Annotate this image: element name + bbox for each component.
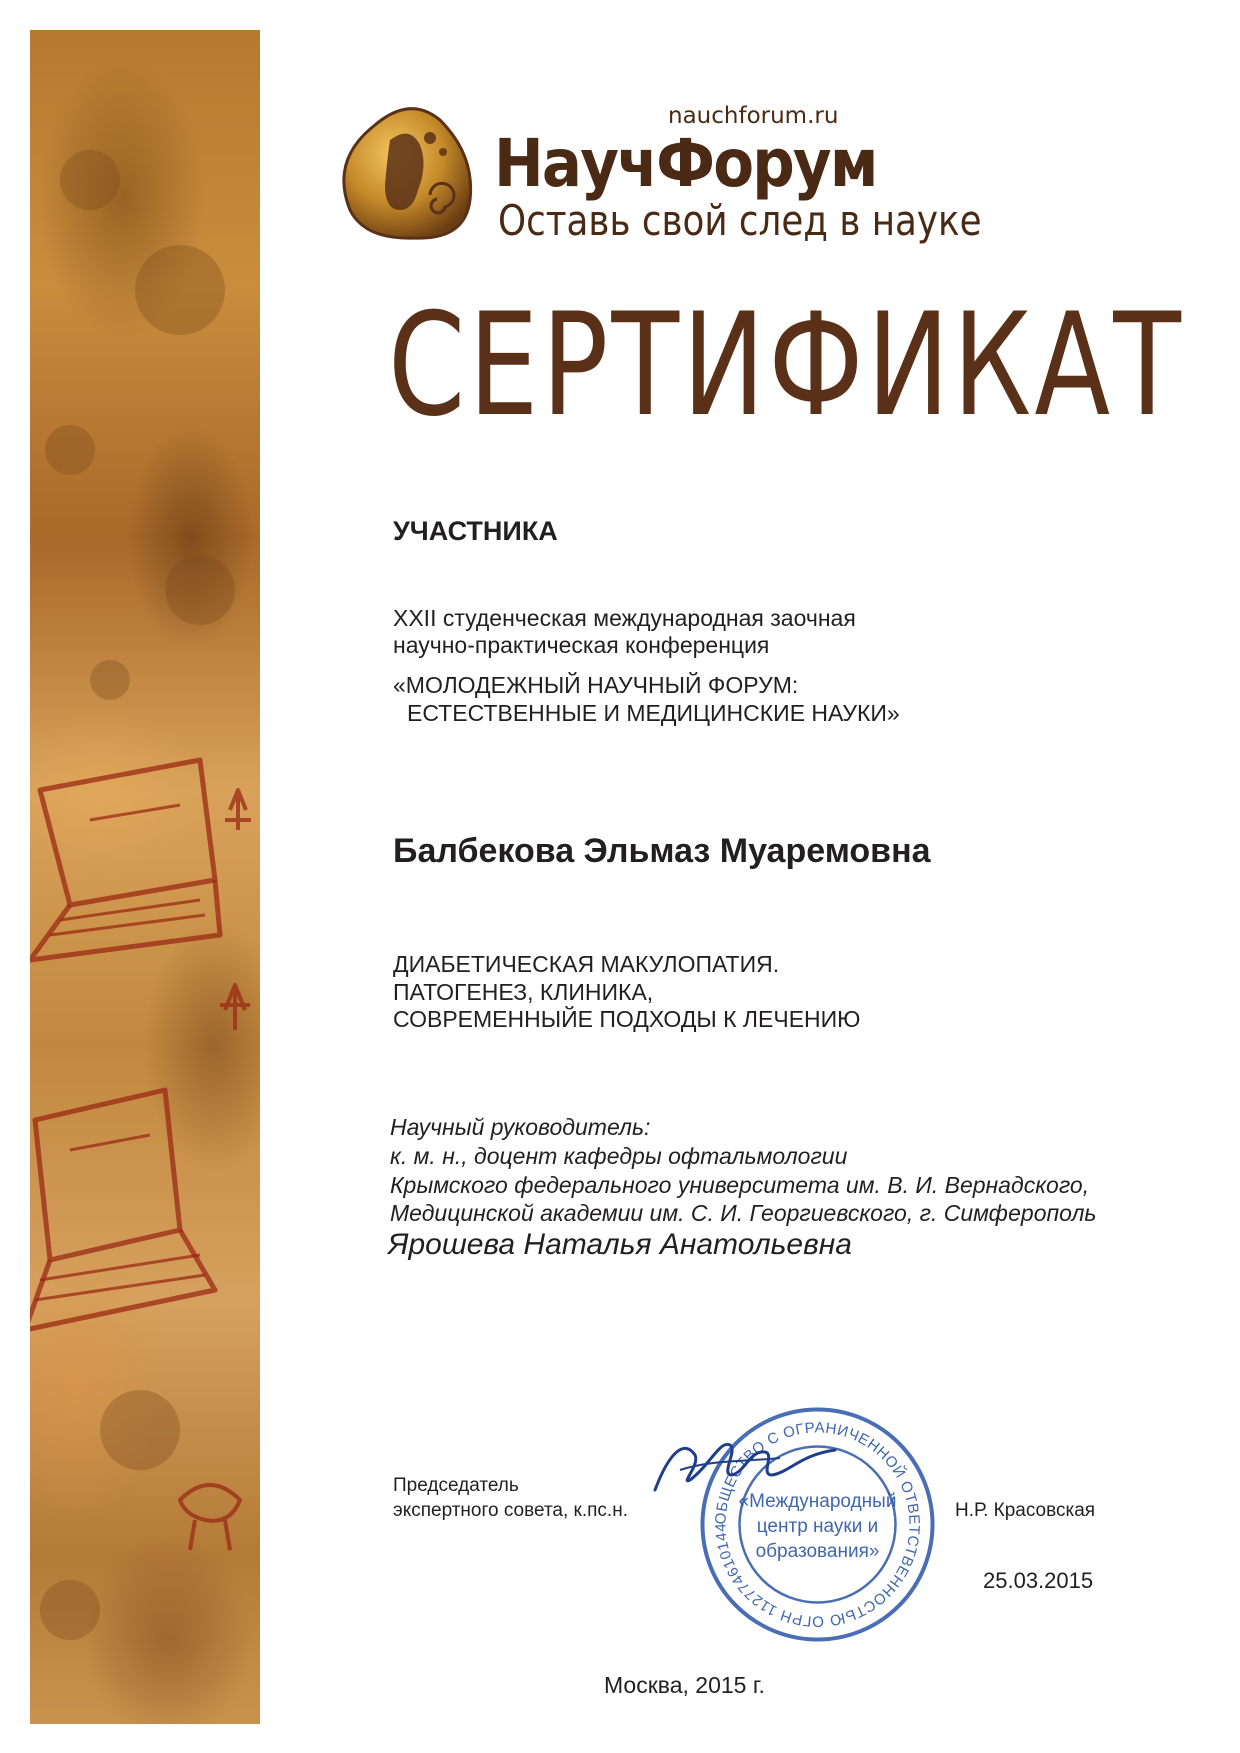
rock-painting-art <box>30 30 260 1724</box>
supervisor-line-1: к. м. н., доцент кафедры офтальмологии <box>390 1143 848 1169</box>
conference-line-1: XXII студенческая международная заочная <box>393 605 856 631</box>
logo-url: nauchforum.ru <box>668 103 839 129</box>
logo-name: НаучФорум <box>494 125 877 202</box>
topic-line-1: ДИАБЕТИЧЕСКАЯ МАКУЛОПАТИЯ. <box>393 951 780 977</box>
decorative-banner <box>30 30 260 1724</box>
stamp-ring-text: ОБЩЕСТВО С ОГРАНИЧЕННОЙ ОТВЕТСТВЕННОСТЬЮ ОГРН 112774610144 <box>712 1419 923 1630</box>
stamp-center-line-1: «Международный <box>738 1491 897 1512</box>
conference-line-2: научно-практическая конференция <box>393 632 770 658</box>
logo-emblem <box>335 100 480 245</box>
certificate-title: СЕРТИФИКАТ <box>388 283 1185 448</box>
supervisor-line-2: Крымского федерального университета им. В. И. Вернадского, <box>390 1172 1090 1198</box>
chair-title-line-2: экспертного совета, к.пс.н. <box>393 1500 628 1521</box>
chair-title-line-1: Председатель <box>393 1475 519 1496</box>
author-name: Балбекова Эльмаз Муаремовна <box>393 832 931 870</box>
participant-label: УЧАСТНИКА <box>393 516 558 546</box>
place-and-year: Москва, 2015 г. <box>604 1672 765 1698</box>
supervisor-line-3: Медицинской академии им. С. И. Георгиевского, г. Симферополь <box>390 1200 1097 1226</box>
logo-slogan: Оставь свой след в науке <box>498 196 982 245</box>
signature-date: 25.03.2015 <box>983 1568 1094 1593</box>
stamp-center-line-2: центр науки и <box>756 1516 879 1537</box>
supervisor-name: Ярошева Наталья Анатольевна <box>388 1228 852 1261</box>
supervisor-label: Научный руководитель: <box>390 1114 651 1140</box>
handwritten-signature <box>650 1420 840 1510</box>
chair-name: Н.Р. Красовская <box>955 1500 1096 1521</box>
conference-name-line-1: «МОЛОДЕЖНЫЙ НАУЧНЫЙ ФОРУМ: <box>393 672 799 698</box>
topic-line-3: СОВРЕМЕННЫЙЕ ПОДХОДЫ К ЛЕЧЕНИЮ <box>393 1006 861 1032</box>
stamp-center-line-3: образования» <box>755 1541 880 1562</box>
conference-name-line-2: ЕСТЕСТВЕННЫЕ И МЕДИЦИНСКИЕ НАУКИ» <box>407 700 900 726</box>
topic-line-2: ПАТОГЕНЕЗ, КЛИНИКА, <box>393 979 654 1005</box>
